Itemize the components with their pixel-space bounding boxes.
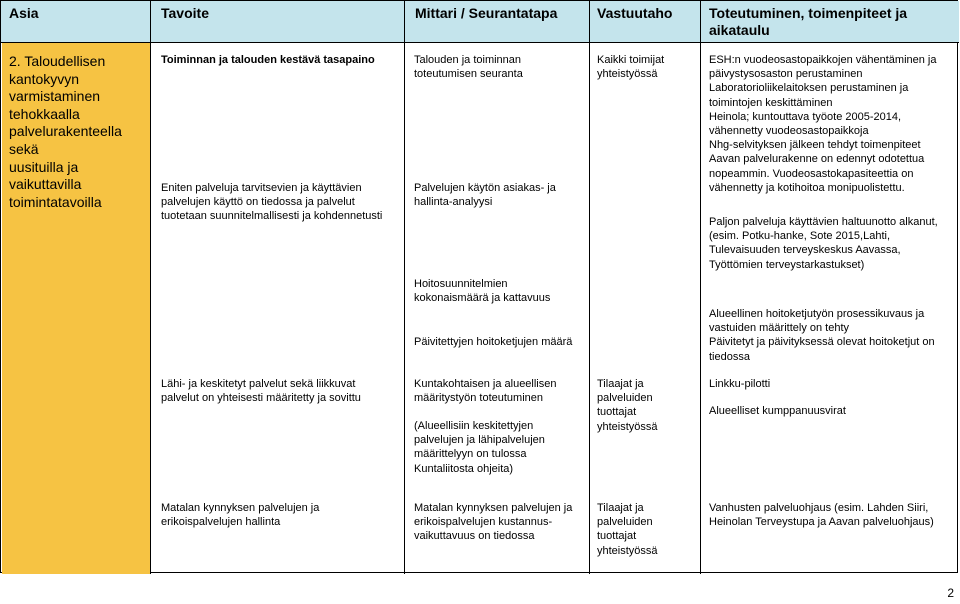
column-divider xyxy=(404,1,405,574)
metric-6: (Alueellisiin keskitettyjen palvelujen ja lähipalvelujen määrittelyyn on tulossa Kuntaliitosta ohjeita) xyxy=(414,420,545,475)
action-3: Alueellinen hoitoketjutyön prosessikuvaus ja vastuiden määrittely on tehty Päivitetyt ja päivityksessä olevat hoitoketjut on tiedossa xyxy=(709,308,935,363)
header-tavoite: Tavoite xyxy=(161,5,209,21)
action-1: ESH:n vuodeosastopaikkojen vähentäminen ja päivystysosaston perustaminen Laboratorioliikelaitoksen perustaminen ja toimintojen keskittäminen Heinola; kuntouttava työote 2005-2014, vähennetty vuodeosastopaikkoja Nhg-selvityksen jälkeen tehdyt toimenpiteet Aavan palvelurakenne on edennyt odotettua nopeammin. Vuodeosastokapasiteettia on vähennetty ja kotihoitoa monipuolistettu. xyxy=(709,54,937,194)
metric-7: Matalan kynnyksen palvelujen ja erikoispalvelujen kustannus- vaikuttavuus on tiedossa xyxy=(414,502,573,543)
metric-1: Talouden ja toiminnan toteutumisen seuranta xyxy=(414,54,523,81)
action-6: Vanhusten palveluohjaus (esim. Lahden Siiri, Heinolan Terveystupa ja Aavan palveluohjaus) xyxy=(709,502,934,529)
goal-2: Eniten palveluja tarvitsevien ja käyttävien palvelujen käyttö on tiedossa ja palvelut tuotetaan suunnitelmallisesti ja kohdennetusti xyxy=(161,182,383,223)
page-number: 2 xyxy=(947,586,954,600)
metric-2: Palvelujen käytön asiakas- ja hallinta-analyysi xyxy=(414,182,556,209)
goal-3: Lähi- ja keskitetyt palvelut sekä liikkuvat palvelut on yhteisesti määritetty ja sovittu xyxy=(161,378,361,405)
metric-4: Päivitettyjen hoitoketjujen määrä xyxy=(414,336,573,348)
metric-3: Hoitosuunnitelmien kokonaismäärä ja kattavuus xyxy=(414,278,551,305)
header-mittari: Mittari / Seurantatapa xyxy=(415,5,558,21)
goal-4: Matalan kynnyksen palvelujen ja erikoispalvelujen hallinta xyxy=(161,502,320,529)
column-divider xyxy=(150,1,151,574)
row-label: 2. Taloudellisen kantokyvyn varmistaminen tehokkaalla palvelurakenteella sekä uusituilla ja vaikuttavilla toimintatavoilla xyxy=(9,53,122,210)
column-divider xyxy=(700,1,701,574)
header-vastuutaho: Vastuutaho xyxy=(597,5,673,21)
action-2: Paljon palveluja käyttävien haltuunotto alkanut, (esim. Potku-hanke, Sote 2015,Lahti, Tulevaisuuden terveyskeskus Aavassa, Työttömien terveystarkastukset) xyxy=(709,216,938,271)
responsible-1: Kaikki toimijat yhteistyössä xyxy=(597,54,665,81)
responsible-3: Tilaajat ja palveluiden tuottajat yhteistyössä xyxy=(597,502,658,557)
action-5: Alueelliset kumppanuusvirat xyxy=(709,405,846,417)
responsible-2: Tilaajat ja palveluiden tuottajat yhteistyössä xyxy=(597,378,658,433)
header-toteutuminen: Toteutuminen, toimenpiteet ja aikataulu xyxy=(709,5,908,38)
header-asia: Asia xyxy=(9,5,39,21)
action-4: Linkku-pilotti xyxy=(709,378,771,390)
metric-5: Kuntakohtaisen ja alueellisen määritystyön toteutuminen xyxy=(414,378,557,405)
column-divider xyxy=(589,1,590,574)
goal-1: Toiminnan ja talouden kestävä tasapaino xyxy=(161,54,375,66)
